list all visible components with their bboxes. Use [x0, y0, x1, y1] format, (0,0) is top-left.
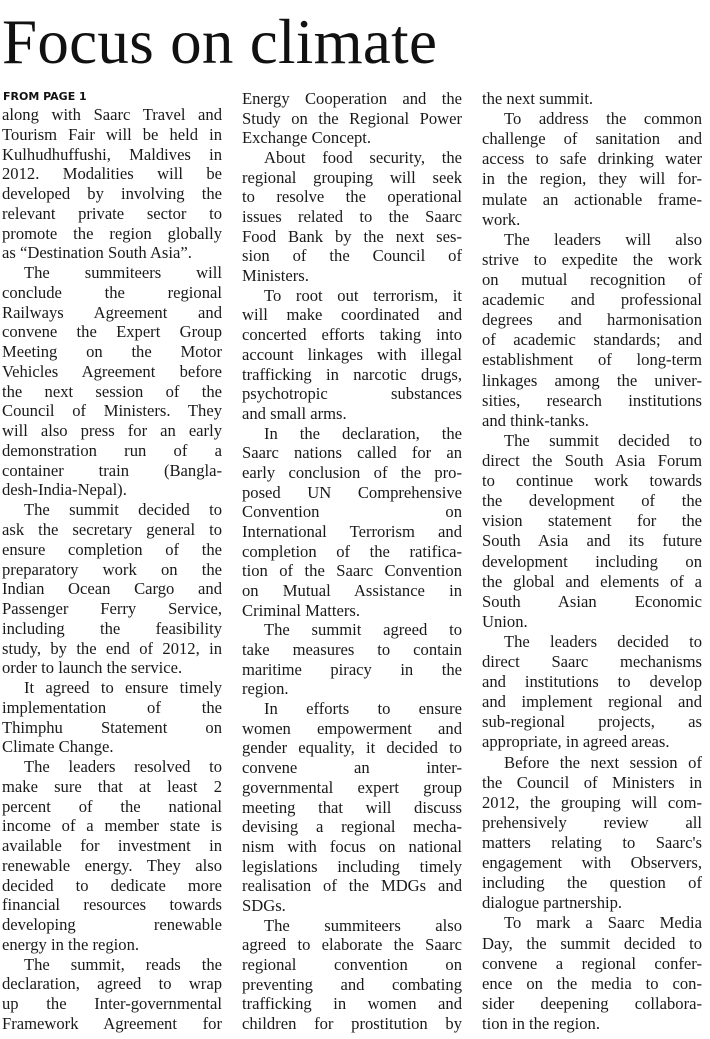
- text-line: implementation of the: [2, 697, 222, 717]
- text-line: ence on the media to con-: [482, 973, 702, 993]
- headline: Focus on climate: [2, 7, 438, 77]
- text-line: as “Destination South Asia”.: [2, 243, 192, 263]
- text-line: will also press for an early: [2, 421, 222, 441]
- text-line: direct the South Asia Forum: [482, 450, 702, 470]
- text-line: sities, research institutions: [482, 390, 702, 410]
- text-line: ensure completion of the: [2, 539, 222, 559]
- text-line: regional grouping will seek: [242, 167, 462, 187]
- text-line: challenge of sanitation and: [482, 129, 702, 149]
- text-line: the next summit.: [482, 89, 594, 108]
- text-line: preparatory work on the: [2, 559, 222, 579]
- text-line: mulate an actionable frame-: [482, 189, 702, 209]
- text-line: early conclusion of the pro-: [242, 462, 462, 482]
- text-line: sion of the Council of: [242, 246, 462, 266]
- text-line: on mutual recognition of: [482, 269, 702, 289]
- text-line: including the question of: [482, 873, 702, 893]
- text-line: The leaders will also: [504, 229, 702, 249]
- text-line: income of a member state is: [2, 816, 222, 836]
- text-line: developing renewable: [2, 915, 222, 935]
- text-line: regional convention on: [242, 954, 462, 974]
- text-line: matters relating to Saarc's: [482, 833, 702, 853]
- text-line: Day, the summit decided to: [482, 933, 702, 953]
- text-line: renewable energy. They also: [2, 855, 222, 875]
- text-line: study, by the end of 2012, in: [2, 638, 222, 658]
- text-line: tion of the Saarc Convention: [242, 561, 462, 581]
- text-line: strive to expedite the work: [482, 249, 702, 269]
- text-line: energy in the region.: [2, 934, 140, 954]
- text-line: including the feasibility: [2, 618, 222, 638]
- text-line: legislations including timely: [242, 856, 462, 876]
- text-line: Council of Ministers. They: [2, 401, 222, 421]
- text-line: development including on: [482, 551, 702, 571]
- text-line: desh-India-Nepal).: [2, 480, 127, 500]
- text-line: dialogue partnership.: [482, 893, 623, 913]
- text-line: container train (Bangla-: [2, 460, 222, 480]
- text-line: International Terrorism and: [242, 521, 462, 541]
- text-line: relevant private sector to: [2, 203, 222, 223]
- text-line: agreed to elaborate the Saarc: [242, 935, 462, 955]
- text-line: will make coordinated and: [242, 305, 462, 325]
- text-line: governmental expert group: [242, 777, 462, 797]
- text-line: along with Saarc Travel and: [2, 105, 222, 124]
- text-line: devising a regional mecha-: [242, 817, 462, 837]
- text-line: the global and elements of a: [482, 571, 702, 591]
- text-line: South Asian Economic: [482, 591, 702, 611]
- text-line: To address the common: [504, 109, 702, 129]
- text-line: convene the Expert Group: [2, 322, 222, 342]
- text-line: to resolve the operational: [242, 187, 462, 207]
- text-line: available for investment in: [2, 836, 222, 856]
- text-line: region.: [242, 679, 289, 699]
- text-line: The summit, reads the: [24, 954, 222, 974]
- text-line: trafficking in women and: [242, 994, 462, 1014]
- text-line: To root out terrorism, it: [264, 285, 462, 305]
- text-line: conclude the regional: [2, 282, 222, 302]
- text-line: To mark a Saarc Media: [504, 913, 702, 933]
- text-line: linkages among the univer-: [482, 370, 702, 390]
- text-line: Vehicles Agreement before: [2, 361, 222, 381]
- text-line: make sure that at least 2: [2, 776, 222, 796]
- text-line: of academic standards; and: [482, 330, 702, 350]
- text-line: realisation of the MDGs and: [242, 876, 462, 896]
- text-line: and think-tanks.: [482, 410, 589, 430]
- text-line: In efforts to ensure: [264, 699, 462, 719]
- text-line: Railways Agreement and: [2, 302, 222, 322]
- text-line: convene an inter-: [242, 758, 462, 778]
- text-line: Food Bank by the next ses-: [242, 226, 462, 246]
- text-line: to continue work towards: [482, 471, 702, 491]
- text-line: SDGs.: [242, 895, 286, 915]
- text-line: take measures to contain: [242, 640, 462, 660]
- text-line: on Mutual Assistance in: [242, 581, 462, 601]
- text-line: vision statement for the: [482, 511, 702, 531]
- text-line: Climate Change.: [2, 737, 114, 757]
- text-line: establishment of long-term: [482, 350, 702, 370]
- text-line: demonstration run of a: [2, 440, 222, 460]
- text-line: Exchange Concept.: [242, 128, 372, 148]
- text-line: direct Saarc mechanisms: [482, 652, 702, 672]
- text-line: concerted efforts taking into: [242, 325, 462, 345]
- text-line: access to safe drinking water: [482, 149, 702, 169]
- text-line: Tourism Fair will be held in: [2, 124, 222, 144]
- text-line: nism with focus on national: [242, 836, 462, 856]
- text-line: academic and professional: [482, 290, 702, 310]
- text-line: engagement with Observers,: [482, 853, 702, 873]
- text-line: women empowerment and: [242, 718, 462, 738]
- text-line: Criminal Matters.: [242, 600, 360, 620]
- text-line: The summit decided to: [504, 430, 702, 450]
- text-line: posed UN Comprehensive: [242, 482, 462, 502]
- text-line: sub-regional projects, as: [482, 712, 702, 732]
- text-line: degrees and harmonisation: [482, 310, 702, 330]
- text-line: the development of the: [482, 491, 702, 511]
- text-line: the Council of Ministers in: [482, 772, 702, 792]
- text-line: the next session of the: [2, 381, 222, 401]
- text-line: appropriate, in agreed areas.: [482, 732, 670, 752]
- text-line: Before the next session of: [504, 752, 702, 772]
- text-line: meeting that will discuss: [242, 797, 462, 817]
- text-line: ask the secretary general to: [2, 519, 222, 539]
- text-line: prehensively review all: [482, 812, 702, 832]
- text-line: in the region, they will for-: [482, 169, 702, 189]
- text-line: Saarc nations called for an: [242, 443, 462, 463]
- text-line: financial resources towards: [2, 895, 222, 915]
- text-line: maritime piracy in the: [242, 659, 462, 679]
- text-line: Framework Agreement for: [2, 1014, 222, 1033]
- text-line: tion in the region.: [482, 1014, 600, 1033]
- text-line: Kulhudhuffushi, Maldives in: [2, 144, 222, 164]
- text-line: and small arms.: [242, 403, 347, 423]
- text-line: Energy Cooperation and the: [242, 89, 462, 108]
- text-line: decided to dedicate more: [2, 875, 222, 895]
- text-line: It agreed to ensure timely: [24, 678, 222, 698]
- text-line: The leaders decided to: [504, 631, 702, 651]
- text-line: 2012, the grouping will com-: [482, 792, 702, 812]
- text-line: up the Inter-governmental: [2, 994, 222, 1014]
- text-line: In the declaration, the: [264, 423, 462, 443]
- text-line: Meeting on the Motor: [2, 342, 222, 362]
- text-line: work.: [482, 209, 521, 229]
- text-line: children for prostitution by: [242, 1014, 462, 1033]
- text-line: Study on the Regional Power: [242, 108, 462, 128]
- text-line: trafficking in narcotic drugs,: [242, 364, 462, 384]
- text-line: The summiteers will: [24, 263, 222, 283]
- text-line: The summiteers also: [264, 915, 462, 935]
- text-line: account linkages with illegal: [242, 344, 462, 364]
- text-line: Indian Ocean Cargo and: [2, 579, 222, 599]
- text-line: About food security, the: [264, 148, 462, 168]
- text-line: psychotropic substances: [242, 384, 462, 404]
- text-line: Thimphu Statement on: [2, 717, 222, 737]
- text-line: convene a regional confer-: [482, 953, 702, 973]
- text-line: and implement regional and: [482, 692, 702, 712]
- text-line: 2012. Modalities will be: [2, 164, 222, 184]
- text-line: The summit agreed to: [264, 620, 462, 640]
- text-line: The leaders resolved to: [24, 757, 222, 777]
- kicker-from-page: FROM PAGE 1: [3, 90, 87, 103]
- text-line: The summit decided to: [24, 500, 222, 520]
- text-line: sider deepening collabora-: [482, 993, 702, 1013]
- text-line: completion of the ratifica-: [242, 541, 462, 561]
- text-line: South Asia and its future: [482, 531, 702, 551]
- text-line: Ministers.: [242, 266, 309, 286]
- text-line: Passenger Ferry Service,: [2, 599, 222, 619]
- text-line: percent of the national: [2, 796, 222, 816]
- text-line: Convention on: [242, 502, 462, 522]
- text-line: gender equality, it decided to: [242, 738, 462, 758]
- text-line: and institutions to develop: [482, 672, 702, 692]
- text-line: promote the region globally: [2, 223, 222, 243]
- text-line: order to launch the service.: [2, 658, 183, 678]
- text-line: issues related to the Saarc: [242, 207, 462, 227]
- text-line: Union.: [482, 611, 528, 631]
- text-line: developed by involving the: [2, 184, 222, 204]
- text-line: declaration, agreed to wrap: [2, 974, 222, 994]
- text-line: preventing and combating: [242, 974, 462, 994]
